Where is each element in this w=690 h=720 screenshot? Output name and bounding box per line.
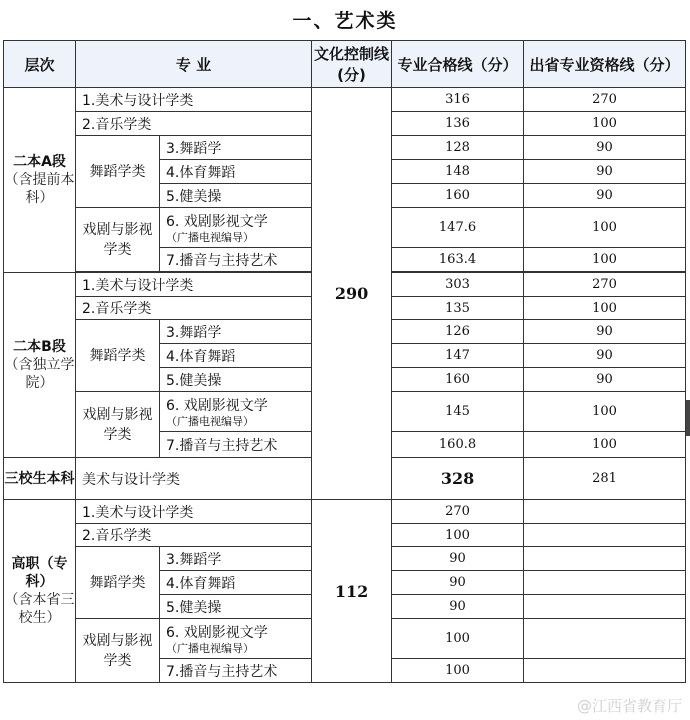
out-score [524,524,686,547]
major-three-art: 美术与设计学类 [76,458,312,500]
major-broadcast: 7.播音与主持艺术 [160,248,312,272]
major-drama-lit [160,392,312,432]
control-line-ab: 290 [312,88,392,500]
qualify-score: 147 [392,344,524,368]
out-score: 90 [524,160,686,184]
major-sport-dance: 4.体育舞蹈 [160,571,312,595]
weibo-watermark: @江西省教育厅 [576,697,682,715]
major-music: 2.音乐学类 [76,297,312,320]
major-broadcast: 7.播音与主持艺术 [160,659,312,683]
level-voc [4,500,76,683]
out-score: 90 [524,344,686,368]
out-score: 90 [524,320,686,344]
out-score: 100 [524,297,686,320]
out-score: 100 [524,248,686,272]
out-score: 90 [524,368,686,392]
out-score: 90 [524,136,686,160]
header-out-province: 出省专业资格线（分） [524,41,686,88]
major-drama-lit-label: 6. 戏剧影视文学 [166,624,268,641]
header-qualify: 专业合格线（分） [392,41,524,88]
control-line-voc: 112 [312,500,392,683]
group-dance: 舞蹈学类 [76,547,160,619]
qualify-score: 126 [392,320,524,344]
qualify-score: 160 [392,368,524,392]
out-score: 100 [524,432,686,458]
level-b-note: （含独立学院） [4,357,75,391]
qualify-score: 145 [392,392,524,432]
out-score [524,571,686,595]
level-a-main: 二本A段 [13,154,66,170]
major-dance: 3.舞蹈学 [160,136,312,160]
major-art: 1.美术与设计学类 [76,88,312,112]
qualify-score: 160.8 [392,432,524,458]
major-drama-lit-label: 6. 戏剧影视文学 [166,213,268,230]
qualify-score: 100 [392,524,524,547]
major-dance: 3.舞蹈学 [160,320,312,344]
out-score [524,619,686,659]
control-line-three: 328 [392,458,524,500]
level-voc-note: （含本省三校生） [4,592,75,626]
qualify-score: 270 [392,500,524,524]
group-drama: 戏剧与影视学类 [76,619,160,683]
major-music: 2.音乐学类 [76,112,312,136]
header-control: 文化控制线(分) [312,41,392,88]
out-score: 90 [524,184,686,208]
qualify-score: 128 [392,136,524,160]
level-b [4,273,76,458]
major-sport-dance: 4.体育舞蹈 [160,160,312,184]
header-level: 层次 [4,41,76,88]
qualify-score: 148 [392,160,524,184]
group-drama: 戏剧与影视学类 [76,392,160,458]
qualify-score: 100 [392,659,524,683]
out-score [524,595,686,619]
qualify-score: 303 [392,273,524,297]
group-drama: 戏剧与影视学类 [76,208,160,272]
qualify-score: 147.6 [392,208,524,248]
out-score: 270 [524,88,686,112]
major-drama-lit [160,208,312,248]
group-dance: 舞蹈学类 [76,136,160,208]
major-broadcast: 7.播音与主持艺术 [160,432,312,458]
level-voc-main: 高职（专科） [11,556,68,590]
major-aerobics: 5.健美操 [160,595,312,619]
level-a-note: （含提前本科） [4,172,75,206]
level-b-main: 二本B段 [13,339,66,355]
qualify-score: 136 [392,112,524,136]
qualify-score: 135 [392,297,524,320]
qualify-score: 90 [392,547,524,571]
major-drama-lit [160,619,312,659]
qualify-score: 90 [392,595,524,619]
level-a [4,88,76,273]
major-art: 1.美术与设计学类 [76,273,312,297]
out-score: 100 [524,392,686,432]
major-aerobics: 5.健美操 [160,368,312,392]
group-dance: 舞蹈学类 [76,320,160,392]
art-score-table [3,40,686,683]
table-row [4,500,686,524]
level-three: 三校生本科 [4,458,76,500]
major-aerobics: 5.健美操 [160,184,312,208]
major-dance: 3.舞蹈学 [160,547,312,571]
out-score: 100 [524,208,686,248]
major-drama-lit-note: （广播电视编导） [166,641,254,655]
qualify-score: 281 [524,458,686,500]
major-drama-lit-note: （广播电视编导） [166,230,254,244]
qualify-score: 160 [392,184,524,208]
qualify-score: 163.4 [392,248,524,272]
major-sport-dance: 4.体育舞蹈 [160,344,312,368]
page-title: 一、艺术类 [292,10,398,32]
header-row [4,41,686,88]
out-score: 100 [524,112,686,136]
out-score: 270 [524,273,686,297]
major-art: 1.美术与设计学类 [76,500,312,524]
out-score [524,547,686,571]
qualify-score: 316 [392,88,524,112]
qualify-score: 100 [392,619,524,659]
out-score [524,500,686,524]
major-drama-lit-note: （广播电视编导） [166,414,254,428]
out-score [524,659,686,683]
header-major: 专 业 [76,41,312,88]
major-drama-lit-label: 6. 戏剧影视文学 [166,397,268,414]
major-music: 2.音乐学类 [76,524,312,547]
scroll-handle[interactable] [686,400,690,436]
table-row [4,88,686,112]
qualify-score: 90 [392,571,524,595]
